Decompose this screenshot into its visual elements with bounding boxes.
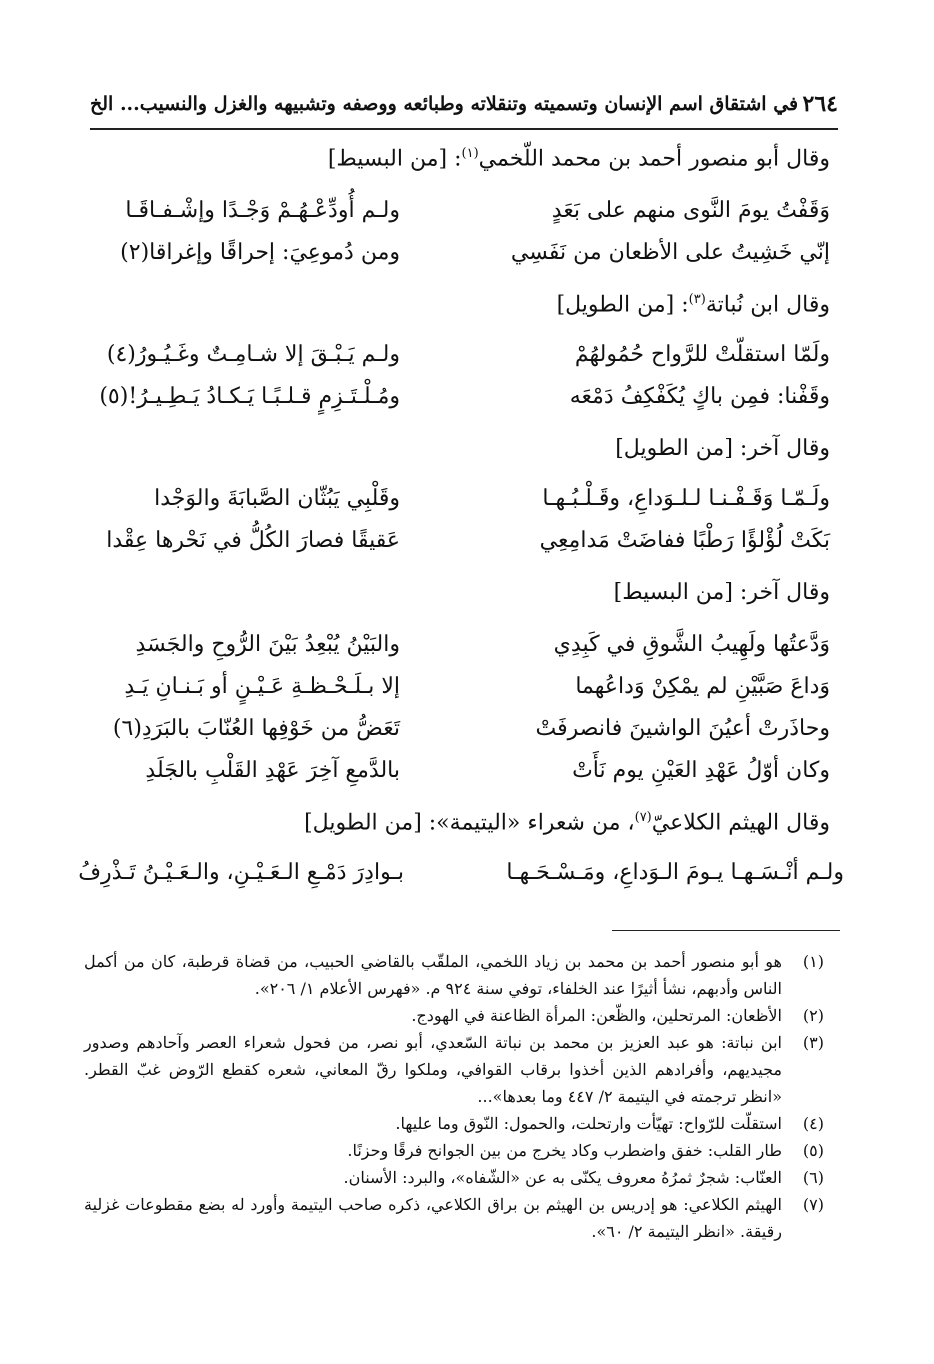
footnote xyxy=(84,1029,824,1110)
footnote-number: (٢) xyxy=(802,1006,824,1025)
footnote-number: (٥) xyxy=(802,1141,824,1160)
verse-line xyxy=(60,674,830,704)
first-hemistich: بَكَتْ لُؤْلؤًا رَطْبًا ففاضَتْ مَدامِعِي xyxy=(539,528,830,553)
second-hemistich: وقَلْبِي يَبُثّان الصَّبابَةَ والوَجْدا xyxy=(154,486,400,511)
verse-line xyxy=(60,486,830,516)
first-hemistich: وحاذَرتْ أعيُنَ الواشينَ فانصرفَتْ xyxy=(535,716,830,741)
first-hemistich: إنّي خَشِيتُ على الأظعان من نَفَسِي xyxy=(510,240,830,265)
footnote-text: الأظعان: المرتحلين، والظّعن: المرأة الظاعنة في الهودج. xyxy=(411,1006,782,1025)
second-hemistich: ومُـلْـتَـزِمٍ قـلـبًـا يَـكـادُ يَـطِـيـرُ!(٥) xyxy=(99,384,400,409)
first-hemistich: وقَفْنا: فمِن باكٍ يُكَفْكِفُ دَمْعَه xyxy=(569,384,830,409)
verse-line xyxy=(60,528,830,558)
verse-line xyxy=(60,758,830,788)
verse-line xyxy=(60,632,830,662)
footnote xyxy=(84,1137,824,1164)
second-hemistich: ومن دُموعِيَ: إحراقًا وإغراقا(٢) xyxy=(120,240,400,265)
footnote-separator xyxy=(612,930,840,931)
footnote-number: (٣) xyxy=(802,1033,824,1052)
second-hemistich: إلا بـلَـحْـظـةِ عَـيْـنٍ أو بَـنـانِ يَـدِ xyxy=(124,674,400,699)
header-rule xyxy=(90,128,838,130)
poem-intro: وقال أبو منصور أحمد بن محمد اللّخمي$^{(١)}$: [من البسيط] xyxy=(327,146,830,172)
footnote-ref[interactable]: (٧) xyxy=(634,810,652,825)
first-hemistich: ولَـمّـا وَقَـفْـنـا لـلـوَداعِ، وقَـلْـبُـهـا xyxy=(542,486,830,511)
second-hemistich: والبَيْنُ يُبْعِدُ بَيْنَ الرُّوحِ والجَسَدِ xyxy=(135,632,400,657)
footnote-text: ابن نباتة: هو عبد العزيز بن محمد بن نباتة السّعدي، أبو نصر، من فحول شعراء العصر وآحادهم وصدور مجيديهم، وأفرادهم الذين أخذوا برقاب القوافي، وملكوا رقّ المعاني، شعره كقطع الرّوض غبّ القطر. «انظر ترجمته في اليتيمة ٢/ ٤٤٧ وما بعدها»... xyxy=(84,1033,782,1106)
poem-intro: وقال آخر: [من البسيط] xyxy=(613,580,830,605)
footnote xyxy=(84,1164,824,1191)
footnote xyxy=(84,948,824,1002)
page-number: ٢٦٤ xyxy=(802,91,838,117)
footnote-text: طار القلب: خفق واضطرب وكاد يخرج من بين الجوانح فرقًا وحزنًا. xyxy=(347,1141,782,1160)
footnote xyxy=(84,1002,824,1029)
footnote-text: العنّاب: شجرٌ ثمرُهُ معروف يكنّى به عن «الشّفاه»، والبرد: الأسنان. xyxy=(343,1168,782,1187)
second-hemistich: بالدَّمعِ آخِرَ عَهْدِ القَلْبِ بالجَلَدِ xyxy=(145,758,400,783)
poem-intro: وقال ابن نُباتة$^{(٣)}$: [من الطويل] xyxy=(556,292,830,318)
footnote-number: (٦) xyxy=(802,1168,824,1187)
footnote-ref[interactable]: (١) xyxy=(461,146,479,161)
verse-line xyxy=(60,716,830,746)
page-header xyxy=(90,86,838,122)
second-hemistich: تَعَضُّ من خَوْفِها العُنّابَ بالبَرَدِ(٦) xyxy=(112,716,400,741)
footnote-number: (١) xyxy=(802,952,824,971)
verse-line xyxy=(60,384,830,414)
first-hemistich: ولـم أنْـسَـهـا يـومَ الـوَداعِ، ومَـسْـحَـهـا xyxy=(506,860,844,885)
verse-line xyxy=(54,860,844,890)
verse-line xyxy=(60,198,830,228)
first-hemistich: وكان أوّلُ عَهْدِ العَيْنِ يوم نَأَتْ xyxy=(572,758,830,783)
second-hemistich: بـوادِرَ دَمْـعِ الـعَـيْـنِ، والـعَـيْـنُ تَـذْرِفُ xyxy=(78,860,404,885)
first-hemistich: وَدَّعتُها ولَهِيبُ الشَّوقِ في كَبِدِي xyxy=(553,632,830,657)
verse-line xyxy=(60,240,830,270)
footnote xyxy=(84,1110,824,1137)
footnote-number: (٤) xyxy=(802,1114,824,1133)
poem-intro: وقال آخر: [من الطويل] xyxy=(615,436,830,461)
first-hemistich: ولَمّا استقلّتْ للرَّواح حُمُولهُمْ xyxy=(574,342,830,367)
footnote-ref[interactable]: (٣) xyxy=(688,292,706,307)
poem-intro: وقال الهيثم الكلاعيّ$^{(٧)}$، من شعراء «اليتيمة»: [من الطويل] xyxy=(304,810,830,836)
footnote-text: هو أبو منصور أحمد بن محمد بن زياد اللخمي، الملقّب بالقاضي الحبيب، من قضاة قرطبة، كان من أكمل الناس وأدبهم، نشأ أثيرًا عند الخلفاء، توفي سنة ٩٢٤ م. «فهرس الأعلام ١/ ٢٠٦». xyxy=(84,952,782,998)
footnotes xyxy=(84,948,824,1245)
running-title: في اشتقاق اسم الإنسان وتسميته وتنقلاته وطبائعه ووصفه وتشبيهه والغزل والنسيب... الخ xyxy=(90,93,799,115)
second-hemistich: ولـم يَـبْـقَ إلا شـامِـتٌ وغَـيُـورُ(٤) xyxy=(106,342,400,367)
second-hemistich: ولـم أُودِّعْـهُـمْ وَجْـدًا وإشْـفـاقَـا xyxy=(125,198,400,223)
second-hemistich: عَقيقًا فصارَ الكُلُّ في نَحْرها عِقْدا xyxy=(106,528,400,553)
footnote xyxy=(84,1191,824,1245)
first-hemistich: وَداعَ صَبَّيْنِ لم يمْكِنْ وَداعُهما xyxy=(575,674,830,699)
footnote-text: استقلّت للرّواح: تهيّأت وارتحلت، والحمول: النّوق وما عليها. xyxy=(395,1114,782,1133)
footnote-text: الهيثم الكلاعي: هو إدريس بن الهيثم بن براق الكلاعي، ذكره صاحب اليتيمة وأورد له بضع مقطوعات غزلية رقيقة. «انظر اليتيمة ٢/ ٦٠». xyxy=(84,1195,782,1241)
verse-line xyxy=(60,342,830,372)
footnote-number: (٧) xyxy=(802,1195,824,1214)
first-hemistich: وَقَفْتُ يومَ النَّوى منهم على بَعَدٍ xyxy=(551,198,830,223)
